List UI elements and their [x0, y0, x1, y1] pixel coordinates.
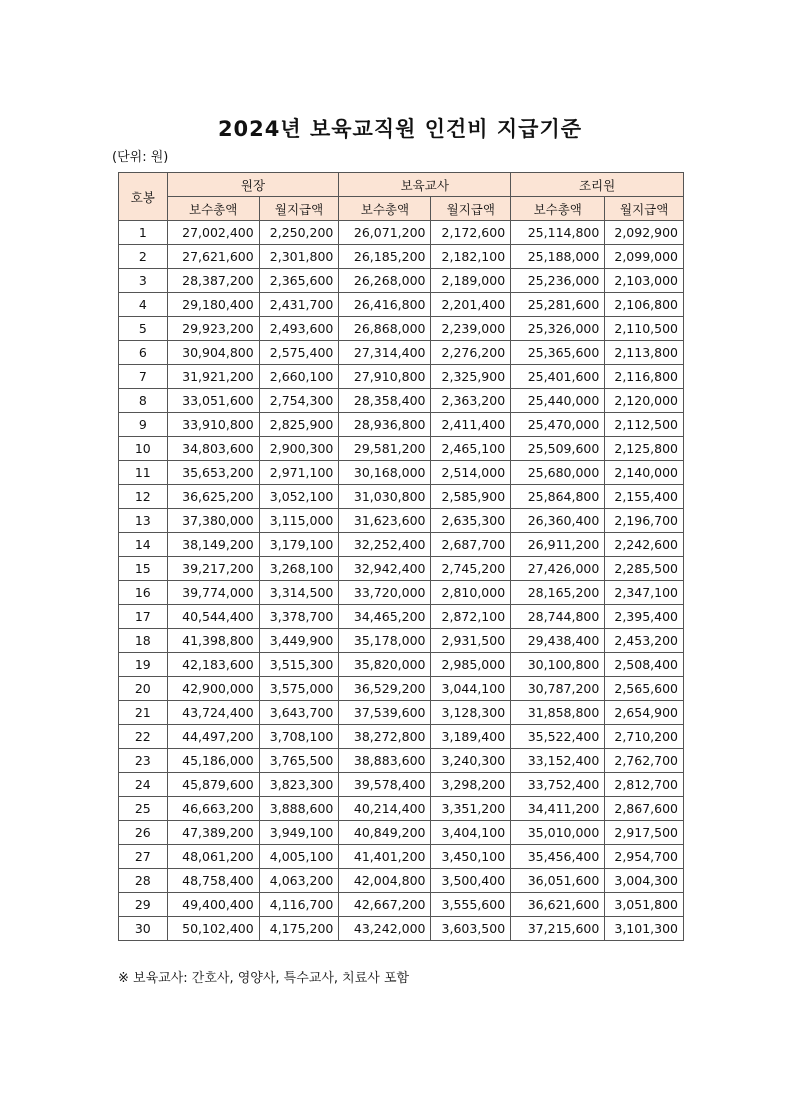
cook-monthly-cell: 2,110,500	[605, 317, 684, 341]
step-cell: 6	[119, 341, 168, 365]
teacher-total-cell: 40,214,400	[339, 797, 431, 821]
teacher-monthly-cell: 3,450,100	[431, 845, 511, 869]
sub-header-total: 보수총액	[167, 197, 259, 221]
director-monthly-cell: 3,823,300	[259, 773, 339, 797]
table-row	[119, 413, 684, 437]
director-monthly-cell: 3,378,700	[259, 605, 339, 629]
step-cell: 7	[119, 365, 168, 389]
cook-total-cell: 33,752,400	[511, 773, 605, 797]
step-cell: 15	[119, 557, 168, 581]
cook-total-cell: 26,911,200	[511, 533, 605, 557]
teacher-monthly-cell: 2,172,600	[431, 221, 511, 245]
cook-total-cell: 25,440,000	[511, 389, 605, 413]
cook-monthly-cell: 2,565,600	[605, 677, 684, 701]
director-total-cell: 42,183,600	[167, 653, 259, 677]
table-row	[119, 317, 684, 341]
step-cell: 26	[119, 821, 168, 845]
teacher-total-cell: 34,465,200	[339, 605, 431, 629]
teacher-monthly-cell: 3,298,200	[431, 773, 511, 797]
step-cell: 4	[119, 293, 168, 317]
director-total-cell: 38,149,200	[167, 533, 259, 557]
teacher-monthly-cell: 2,201,400	[431, 293, 511, 317]
director-monthly-cell: 3,643,700	[259, 701, 339, 725]
director-total-cell: 28,387,200	[167, 269, 259, 293]
table-row	[119, 917, 684, 941]
teacher-total-cell: 35,820,000	[339, 653, 431, 677]
director-total-cell: 47,389,200	[167, 821, 259, 845]
cook-monthly-cell: 3,004,300	[605, 869, 684, 893]
group-header-director: 원장	[167, 173, 339, 197]
director-monthly-cell: 2,971,100	[259, 461, 339, 485]
teacher-total-cell: 38,883,600	[339, 749, 431, 773]
cook-monthly-cell: 2,103,000	[605, 269, 684, 293]
teacher-monthly-cell: 2,465,100	[431, 437, 511, 461]
cook-total-cell: 34,411,200	[511, 797, 605, 821]
table-row	[119, 845, 684, 869]
director-total-cell: 27,002,400	[167, 221, 259, 245]
table-row	[119, 437, 684, 461]
cook-monthly-cell: 2,867,600	[605, 797, 684, 821]
director-monthly-cell: 3,708,100	[259, 725, 339, 749]
director-monthly-cell: 3,765,500	[259, 749, 339, 773]
table-body	[119, 221, 684, 941]
step-cell: 21	[119, 701, 168, 725]
sub-header-total: 보수총액	[511, 197, 605, 221]
step-cell: 5	[119, 317, 168, 341]
table-row	[119, 269, 684, 293]
teacher-monthly-cell: 3,128,300	[431, 701, 511, 725]
cook-monthly-cell: 2,395,400	[605, 605, 684, 629]
step-cell: 29	[119, 893, 168, 917]
cook-total-cell: 35,010,000	[511, 821, 605, 845]
table-row	[119, 509, 684, 533]
director-monthly-cell: 2,575,400	[259, 341, 339, 365]
director-monthly-cell: 3,052,100	[259, 485, 339, 509]
table-row	[119, 485, 684, 509]
director-total-cell: 43,724,400	[167, 701, 259, 725]
step-cell: 12	[119, 485, 168, 509]
teacher-monthly-cell: 2,810,000	[431, 581, 511, 605]
director-monthly-cell: 3,268,100	[259, 557, 339, 581]
cook-monthly-cell: 3,101,300	[605, 917, 684, 941]
director-total-cell: 27,621,600	[167, 245, 259, 269]
director-monthly-cell: 2,493,600	[259, 317, 339, 341]
table-row	[119, 749, 684, 773]
teacher-total-cell: 28,936,800	[339, 413, 431, 437]
cook-total-cell: 30,787,200	[511, 677, 605, 701]
table-row	[119, 653, 684, 677]
teacher-total-cell: 31,030,800	[339, 485, 431, 509]
step-cell: 20	[119, 677, 168, 701]
sub-header-monthly: 월지급액	[259, 197, 339, 221]
director-monthly-cell: 3,179,100	[259, 533, 339, 557]
teacher-monthly-cell: 2,189,000	[431, 269, 511, 293]
step-cell: 2	[119, 245, 168, 269]
group-header-cook: 조리원	[511, 173, 684, 197]
cook-total-cell: 27,426,000	[511, 557, 605, 581]
teacher-monthly-cell: 2,687,700	[431, 533, 511, 557]
cook-monthly-cell: 2,113,800	[605, 341, 684, 365]
director-total-cell: 44,497,200	[167, 725, 259, 749]
director-monthly-cell: 2,900,300	[259, 437, 339, 461]
director-total-cell: 29,923,200	[167, 317, 259, 341]
director-total-cell: 36,625,200	[167, 485, 259, 509]
cook-total-cell: 28,744,800	[511, 605, 605, 629]
table-row	[119, 341, 684, 365]
cook-monthly-cell: 2,140,000	[605, 461, 684, 485]
step-cell: 14	[119, 533, 168, 557]
cook-monthly-cell: 2,285,500	[605, 557, 684, 581]
table-row	[119, 869, 684, 893]
director-monthly-cell: 3,949,100	[259, 821, 339, 845]
step-cell: 18	[119, 629, 168, 653]
cook-total-cell: 30,100,800	[511, 653, 605, 677]
cook-monthly-cell: 2,092,900	[605, 221, 684, 245]
director-total-cell: 30,904,800	[167, 341, 259, 365]
table-row	[119, 629, 684, 653]
cook-monthly-cell: 2,112,500	[605, 413, 684, 437]
director-monthly-cell: 3,575,000	[259, 677, 339, 701]
teacher-total-cell: 38,272,800	[339, 725, 431, 749]
director-total-cell: 35,653,200	[167, 461, 259, 485]
group-header-teacher: 보육교사	[339, 173, 511, 197]
teacher-total-cell: 26,416,800	[339, 293, 431, 317]
director-monthly-cell: 4,116,700	[259, 893, 339, 917]
step-cell: 10	[119, 437, 168, 461]
cook-total-cell: 37,215,600	[511, 917, 605, 941]
director-total-cell: 33,910,800	[167, 413, 259, 437]
table-row	[119, 701, 684, 725]
teacher-total-cell: 26,268,000	[339, 269, 431, 293]
teacher-total-cell: 28,358,400	[339, 389, 431, 413]
teacher-total-cell: 30,168,000	[339, 461, 431, 485]
director-total-cell: 33,051,600	[167, 389, 259, 413]
teacher-monthly-cell: 2,182,100	[431, 245, 511, 269]
teacher-monthly-cell: 3,404,100	[431, 821, 511, 845]
director-total-cell: 41,398,800	[167, 629, 259, 653]
step-cell: 28	[119, 869, 168, 893]
table-row	[119, 293, 684, 317]
step-cell: 13	[119, 509, 168, 533]
teacher-monthly-cell: 2,276,200	[431, 341, 511, 365]
director-total-cell: 42,900,000	[167, 677, 259, 701]
teacher-monthly-cell: 2,514,000	[431, 461, 511, 485]
table-row	[119, 581, 684, 605]
director-total-cell: 49,400,400	[167, 893, 259, 917]
step-cell: 17	[119, 605, 168, 629]
step-cell: 24	[119, 773, 168, 797]
teacher-total-cell: 42,004,800	[339, 869, 431, 893]
teacher-total-cell: 37,539,600	[339, 701, 431, 725]
director-monthly-cell: 2,301,800	[259, 245, 339, 269]
director-monthly-cell: 2,250,200	[259, 221, 339, 245]
cook-monthly-cell: 3,051,800	[605, 893, 684, 917]
step-cell: 11	[119, 461, 168, 485]
table-row	[119, 773, 684, 797]
director-monthly-cell: 2,431,700	[259, 293, 339, 317]
cook-monthly-cell: 2,954,700	[605, 845, 684, 869]
teacher-total-cell: 27,314,400	[339, 341, 431, 365]
step-cell: 19	[119, 653, 168, 677]
cook-total-cell: 25,188,000	[511, 245, 605, 269]
teacher-total-cell: 33,720,000	[339, 581, 431, 605]
teacher-total-cell: 36,529,200	[339, 677, 431, 701]
cook-total-cell: 25,470,000	[511, 413, 605, 437]
cook-total-cell: 31,858,800	[511, 701, 605, 725]
cook-total-cell: 25,864,800	[511, 485, 605, 509]
cook-monthly-cell: 2,453,200	[605, 629, 684, 653]
director-monthly-cell: 2,825,900	[259, 413, 339, 437]
teacher-monthly-cell: 3,351,200	[431, 797, 511, 821]
step-cell: 1	[119, 221, 168, 245]
director-monthly-cell: 3,314,500	[259, 581, 339, 605]
teacher-monthly-cell: 2,411,400	[431, 413, 511, 437]
table-row	[119, 221, 684, 245]
director-monthly-cell: 4,063,200	[259, 869, 339, 893]
table-row	[119, 461, 684, 485]
cook-monthly-cell: 2,116,800	[605, 365, 684, 389]
cook-monthly-cell: 2,710,200	[605, 725, 684, 749]
director-total-cell: 34,803,600	[167, 437, 259, 461]
cook-monthly-cell: 2,654,900	[605, 701, 684, 725]
table-row	[119, 533, 684, 557]
director-total-cell: 45,879,600	[167, 773, 259, 797]
teacher-monthly-cell: 2,931,500	[431, 629, 511, 653]
cook-total-cell: 35,456,400	[511, 845, 605, 869]
cook-monthly-cell: 2,242,600	[605, 533, 684, 557]
table-row	[119, 389, 684, 413]
cook-total-cell: 25,281,600	[511, 293, 605, 317]
teacher-total-cell: 31,623,600	[339, 509, 431, 533]
teacher-total-cell: 43,242,000	[339, 917, 431, 941]
teacher-monthly-cell: 3,189,400	[431, 725, 511, 749]
sub-header-monthly: 월지급액	[605, 197, 684, 221]
director-total-cell: 48,061,200	[167, 845, 259, 869]
teacher-total-cell: 26,071,200	[339, 221, 431, 245]
cook-total-cell: 25,401,600	[511, 365, 605, 389]
teacher-total-cell: 39,578,400	[339, 773, 431, 797]
step-cell: 27	[119, 845, 168, 869]
table-row	[119, 821, 684, 845]
director-monthly-cell: 3,449,900	[259, 629, 339, 653]
teacher-total-cell: 27,910,800	[339, 365, 431, 389]
teacher-total-cell: 32,942,400	[339, 557, 431, 581]
cook-monthly-cell: 2,762,700	[605, 749, 684, 773]
teacher-monthly-cell: 3,240,300	[431, 749, 511, 773]
teacher-monthly-cell: 2,635,300	[431, 509, 511, 533]
cook-monthly-cell: 2,106,800	[605, 293, 684, 317]
cook-total-cell: 25,509,600	[511, 437, 605, 461]
director-total-cell: 29,180,400	[167, 293, 259, 317]
table-row	[119, 245, 684, 269]
cook-total-cell: 28,165,200	[511, 581, 605, 605]
teacher-monthly-cell: 2,872,100	[431, 605, 511, 629]
teacher-total-cell: 29,581,200	[339, 437, 431, 461]
step-cell: 22	[119, 725, 168, 749]
table-row	[119, 365, 684, 389]
table-row	[119, 725, 684, 749]
table-row	[119, 677, 684, 701]
director-total-cell: 48,758,400	[167, 869, 259, 893]
director-total-cell: 40,544,400	[167, 605, 259, 629]
teacher-total-cell: 42,667,200	[339, 893, 431, 917]
cook-total-cell: 25,680,000	[511, 461, 605, 485]
teacher-total-cell: 26,868,000	[339, 317, 431, 341]
director-total-cell: 39,774,000	[167, 581, 259, 605]
teacher-monthly-cell: 2,745,200	[431, 557, 511, 581]
cook-total-cell: 25,365,600	[511, 341, 605, 365]
teacher-monthly-cell: 2,585,900	[431, 485, 511, 509]
teacher-total-cell: 41,401,200	[339, 845, 431, 869]
director-total-cell: 31,921,200	[167, 365, 259, 389]
director-total-cell: 37,380,000	[167, 509, 259, 533]
cook-monthly-cell: 2,812,700	[605, 773, 684, 797]
teacher-total-cell: 35,178,000	[339, 629, 431, 653]
cook-total-cell: 33,152,400	[511, 749, 605, 773]
teacher-monthly-cell: 3,044,100	[431, 677, 511, 701]
director-monthly-cell: 3,515,300	[259, 653, 339, 677]
cook-monthly-cell: 2,508,400	[605, 653, 684, 677]
cook-monthly-cell: 2,196,700	[605, 509, 684, 533]
footnote: ※ 보육교사: 간호사, 영양사, 특수교사, 치료사 포함	[118, 971, 410, 986]
cook-monthly-cell: 2,155,400	[605, 485, 684, 509]
director-monthly-cell: 2,660,100	[259, 365, 339, 389]
teacher-total-cell: 40,849,200	[339, 821, 431, 845]
page-title: 2024년 보육교직원 인건비 지급기준	[217, 117, 583, 141]
cook-monthly-cell: 2,347,100	[605, 581, 684, 605]
cook-total-cell: 36,051,600	[511, 869, 605, 893]
group-header-row	[119, 173, 684, 197]
cook-monthly-cell: 2,099,000	[605, 245, 684, 269]
director-total-cell: 39,217,200	[167, 557, 259, 581]
step-cell: 16	[119, 581, 168, 605]
teacher-monthly-cell: 3,500,400	[431, 869, 511, 893]
director-monthly-cell: 2,365,600	[259, 269, 339, 293]
cook-total-cell: 35,522,400	[511, 725, 605, 749]
director-monthly-cell: 3,888,600	[259, 797, 339, 821]
director-monthly-cell: 3,115,000	[259, 509, 339, 533]
step-cell: 23	[119, 749, 168, 773]
director-monthly-cell: 2,754,300	[259, 389, 339, 413]
cook-total-cell: 25,326,000	[511, 317, 605, 341]
teacher-monthly-cell: 2,363,200	[431, 389, 511, 413]
director-total-cell: 46,663,200	[167, 797, 259, 821]
unit-label: (단위: 원)	[112, 150, 169, 165]
teacher-total-cell: 26,185,200	[339, 245, 431, 269]
director-total-cell: 45,186,000	[167, 749, 259, 773]
step-cell: 25	[119, 797, 168, 821]
cook-total-cell: 29,438,400	[511, 629, 605, 653]
table-row	[119, 797, 684, 821]
teacher-monthly-cell: 2,325,900	[431, 365, 511, 389]
step-cell: 30	[119, 917, 168, 941]
teacher-monthly-cell: 3,555,600	[431, 893, 511, 917]
table-row	[119, 893, 684, 917]
sub-header-total: 보수총액	[339, 197, 431, 221]
cook-monthly-cell: 2,917,500	[605, 821, 684, 845]
step-cell: 3	[119, 269, 168, 293]
cook-total-cell: 36,621,600	[511, 893, 605, 917]
sub-header-monthly: 월지급액	[431, 197, 511, 221]
director-total-cell: 50,102,400	[167, 917, 259, 941]
director-monthly-cell: 4,175,200	[259, 917, 339, 941]
cook-monthly-cell: 2,125,800	[605, 437, 684, 461]
teacher-monthly-cell: 2,239,000	[431, 317, 511, 341]
teacher-monthly-cell: 2,985,000	[431, 653, 511, 677]
step-cell: 8	[119, 389, 168, 413]
cook-total-cell: 26,360,400	[511, 509, 605, 533]
table-row	[119, 557, 684, 581]
step-cell: 9	[119, 413, 168, 437]
step-header: 호봉	[119, 173, 168, 221]
salary-table	[118, 172, 684, 941]
cook-total-cell: 25,114,800	[511, 221, 605, 245]
sub-header-row	[119, 197, 684, 221]
director-monthly-cell: 4,005,100	[259, 845, 339, 869]
teacher-monthly-cell: 3,603,500	[431, 917, 511, 941]
teacher-total-cell: 32,252,400	[339, 533, 431, 557]
cook-monthly-cell: 2,120,000	[605, 389, 684, 413]
cook-total-cell: 25,236,000	[511, 269, 605, 293]
table-row	[119, 605, 684, 629]
